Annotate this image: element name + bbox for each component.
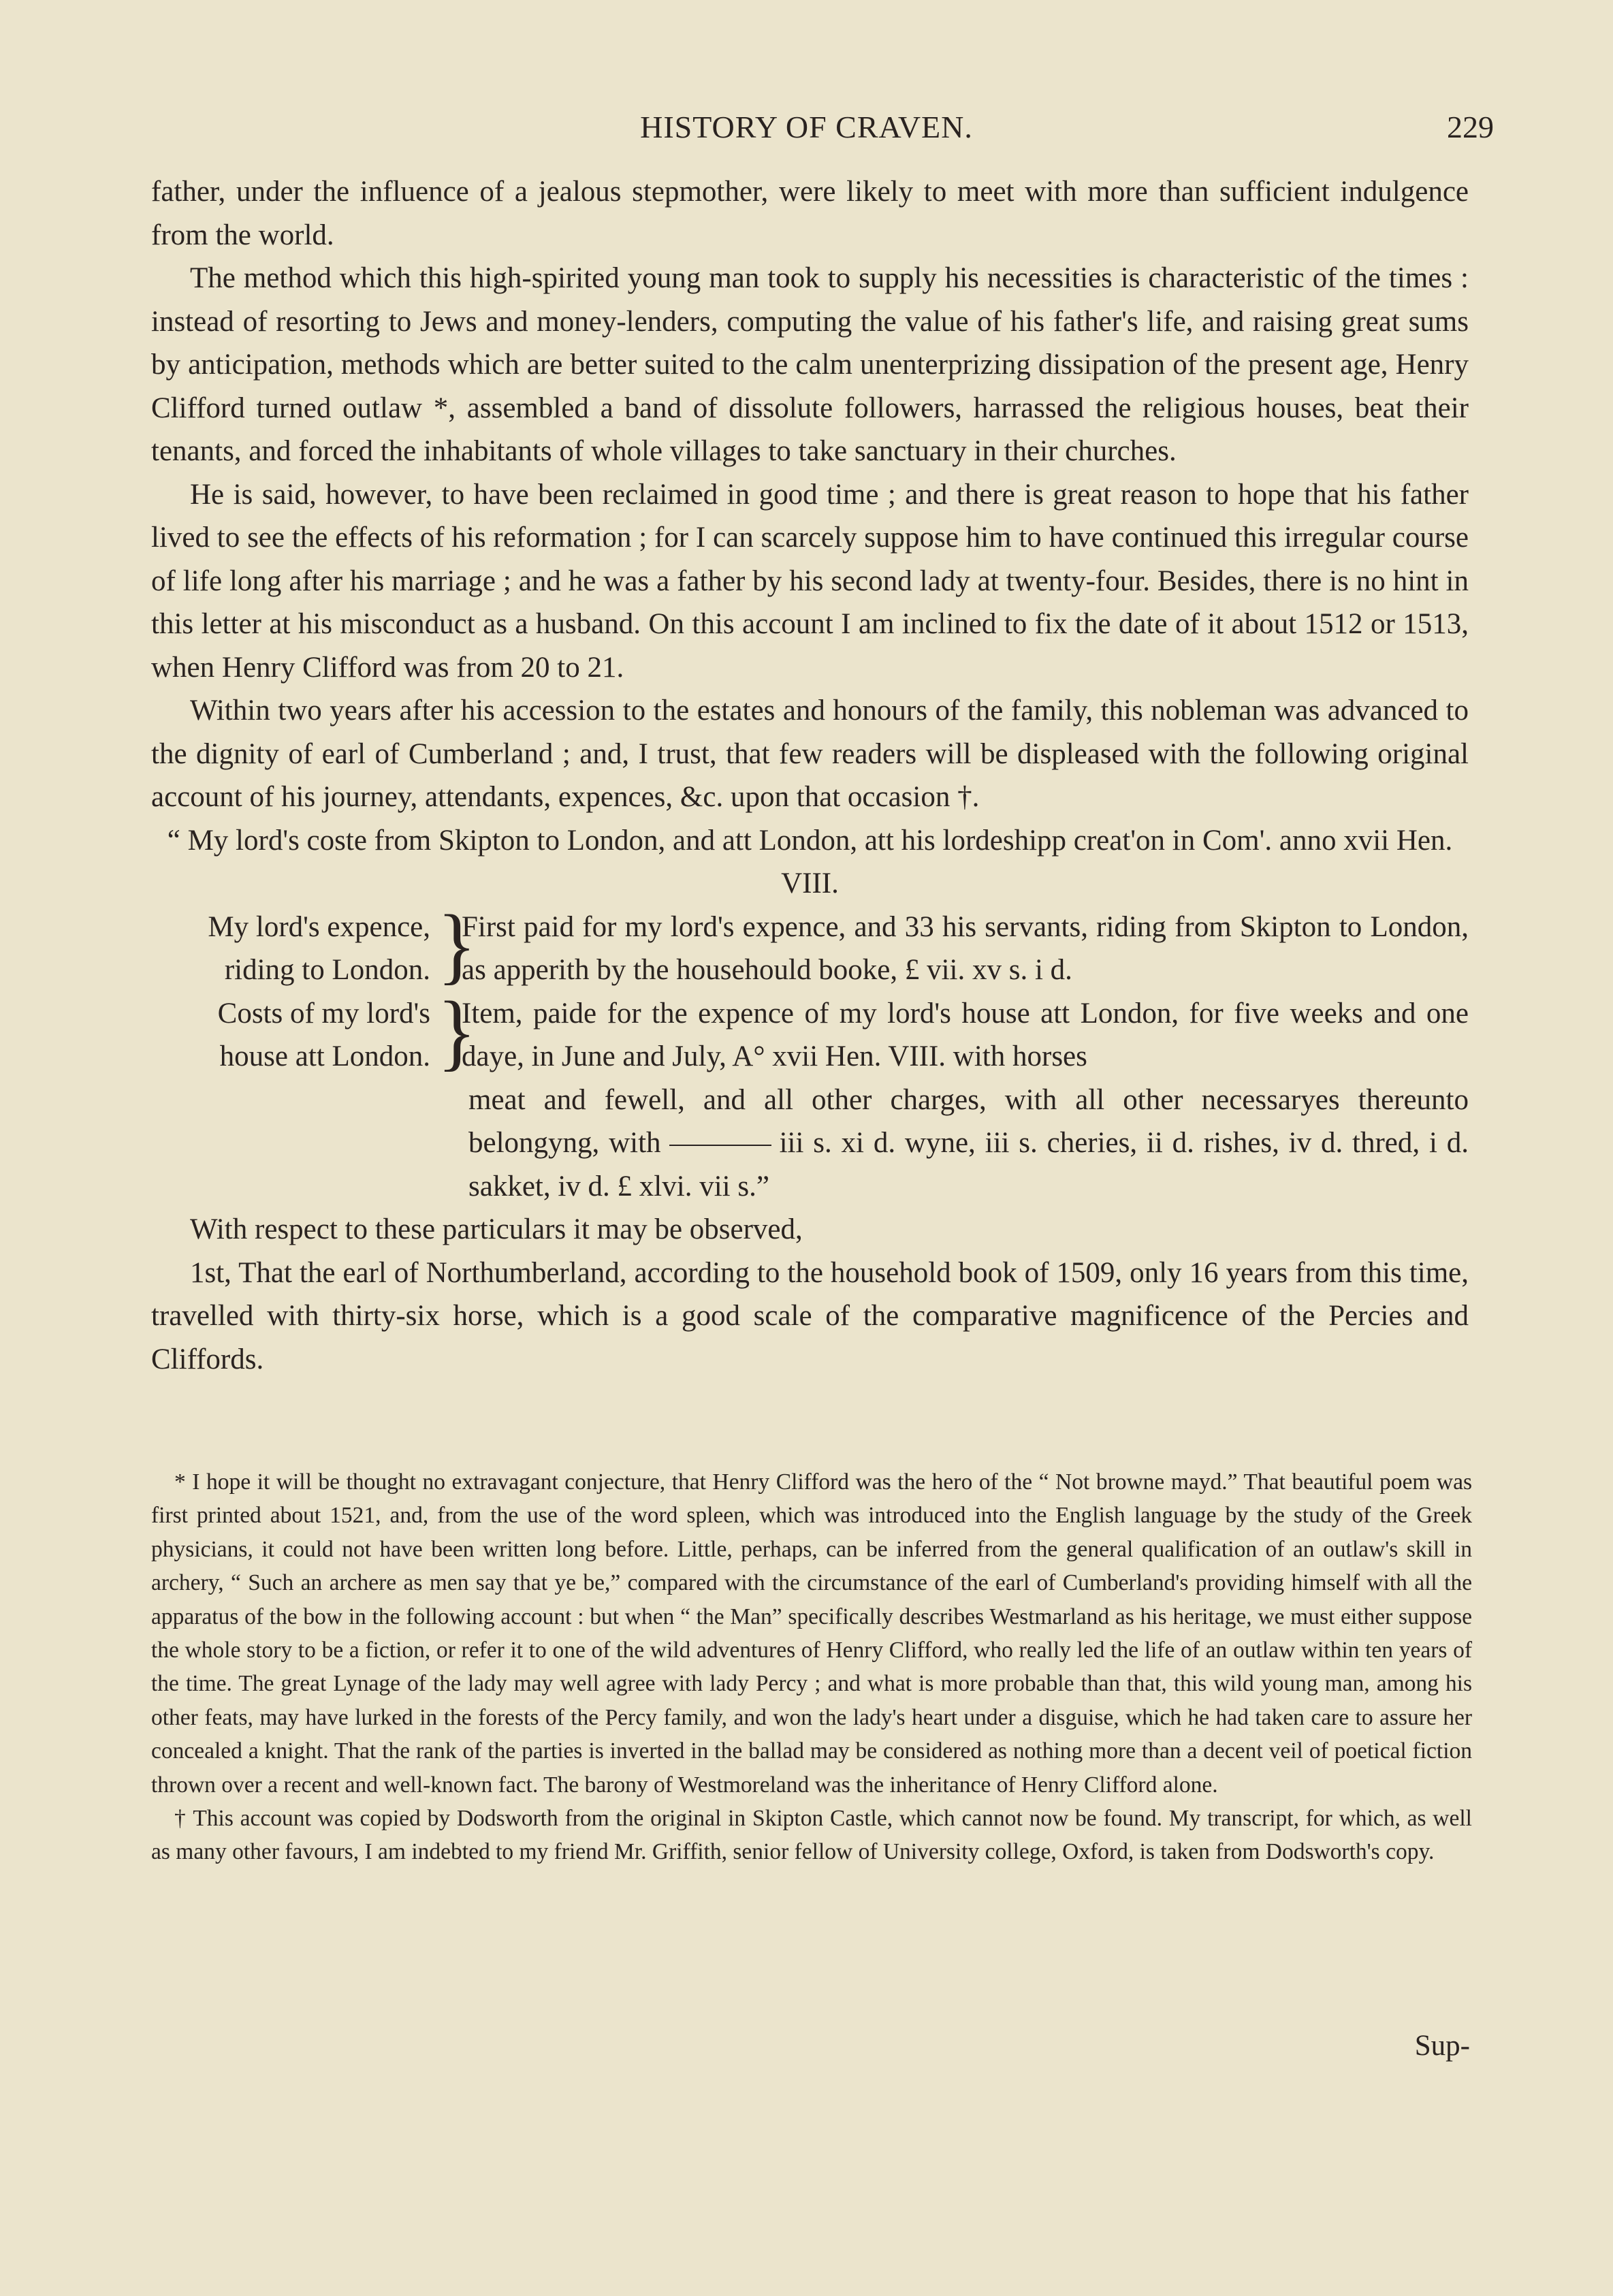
main-text (151, 170, 1469, 1381)
paragraph-1: father, under the influence of a jealous stepmother, were likely to meet with more than sufficient indulgence from the world. (151, 176, 1469, 251)
running-title: HISTORY OF CRAVEN. (640, 110, 973, 144)
footnote-1: * I hope it will be thought no extravagant conjecture, that Henry Clifford was the hero of the “ Not browne mayd.” That beautiful poem was first printed about 1521, and, from the use of the word spleen, which was introduced into the English language by the study of the Greek physicians, it could not have been written long before. Little, perhaps, can be inferred from the general qualification of an outlaw's skill in archery, “ Such an archere as men say that ye be,” compared with the circumstance of the earl of Cumberland's providing himself with all the apparatus of the bow in the following account : but when “ the Man” specifically describes Westmarland as his heritage, we must either suppose the whole story to be a fiction, or refer it to one of the wild adventures of Henry Clifford, who really led the life of an outlaw within ten years of the time. The great Lynage of the lady may well agree with lady Percy ; and what is more probable than that, this wild young man, among his other feats, may have lurked in the forests of the Percy family, and won the lady's heart under a disguise, which he had taken care to assure her concealed a knight. That the rank of the parties is inverted in the ballad may be considered as nothing more than a decent veil of poetical fiction thrown over a recent and well-known fact. The barony of Westmoreland was the inheritance of Henry Clifford alone. (151, 1469, 1472, 1798)
brace-icon: } (437, 896, 477, 992)
entry-text-1: First paid for my lord's expence, and 33 his servants, riding from Skipton to London, as apperith by the househould booke, £ vii. xv s. i d. (462, 910, 1469, 986)
entry-2-cont-1: meat and fewell, and all other charges, with all other necessaryes thereunto belongyng, with (468, 1083, 1469, 1159)
account-entries (151, 896, 1469, 1209)
footnote-2: † This account was copied by Dodsworth from the original in Skipton Castle, which cannot now be found. My transcript, for which, as well as many other favours, I am indebted to my friend Mr. Griffith, senior fellow of University college, Oxford, is taken from Dodsworth's copy. (151, 1806, 1472, 1865)
paragraph-2: The method which this high-spirited young man took to supply his necessities is characteristic of the times : instead of resorting to Jews and money-lenders, computing the value of his father's life, and raising great sums by anticipation, methods which are better suited to the calm unenterprizing dissipation of the present age, Henry Clifford turned outlaw *, assembled a band of dissolute followers, harrassed the religious houses, beat their tenants, and forced the inhabitants of whole villages to take sanctuary in their churches. (151, 262, 1469, 467)
account-entry-1 (151, 896, 1469, 992)
entry-label-1: My lord's expence, riding to London. (208, 910, 430, 986)
paragraph-3: He is said, however, to have been reclaimed in good time ; and there is great reason to hope that his father lived to see the effects of his reformation ; for I can scarcely suppose him to have continued this irregular course of life long after his marriage ; and he was a father by his second lady at twenty-four. Besides, there is no hint in this letter at his misconduct as a husband. On this account I am inclined to fix the date of it about 1512 or 1513, when Henry Clifford was from 20 to 21. (151, 478, 1469, 684)
entry-2-continued (151, 1079, 1469, 1209)
page-header (0, 109, 1613, 150)
page-number: 229 (1447, 110, 1494, 144)
footnotes (151, 1465, 1472, 1869)
entry-label-2: Costs of my lord's house att London. (217, 997, 430, 1072)
account-title: “ My lord's coste from Skipton to London, and att London, att his lordeshipp creat'on in Com'. anno xvii Hen. VIII. (167, 824, 1453, 899)
paragraph-4: Within two years after his accession to the estates and honours of the family, this nobleman was advanced to the dignity of earl of Cumberland ; and, I trust, that few readers will be displeased with the following original account of his journey, attendants, expences, &c. upon that occasion †. (151, 695, 1469, 813)
paragraph-6: 1st, That the earl of Northumberland, according to the household book of 1509, only 16 years from this time, travelled with thirty-six horse, which is a good scale of the comparative magnificence of the Percies and Cliffords. (151, 1256, 1469, 1375)
paragraph-5: With respect to these particulars it may be observed, (190, 1213, 803, 1245)
entry-2-cont-2: iii s. xi d. wyne, iii s. cheries, ii d. rishes, iv d. thred, i d. sakket, iv d. £ xlvi. vii s.” (468, 1127, 1469, 1202)
entry-text-2: Item, paide for the expence of my lord's house att London, for five weeks and one daye, in June and July, A° xvii Hen. VIII. with horses (462, 997, 1469, 1072)
dash-rule (669, 1145, 771, 1146)
catchword: Sup- (1414, 2030, 1470, 2062)
account-entry-2 (151, 983, 1469, 1079)
brace-icon: } (437, 983, 477, 1079)
